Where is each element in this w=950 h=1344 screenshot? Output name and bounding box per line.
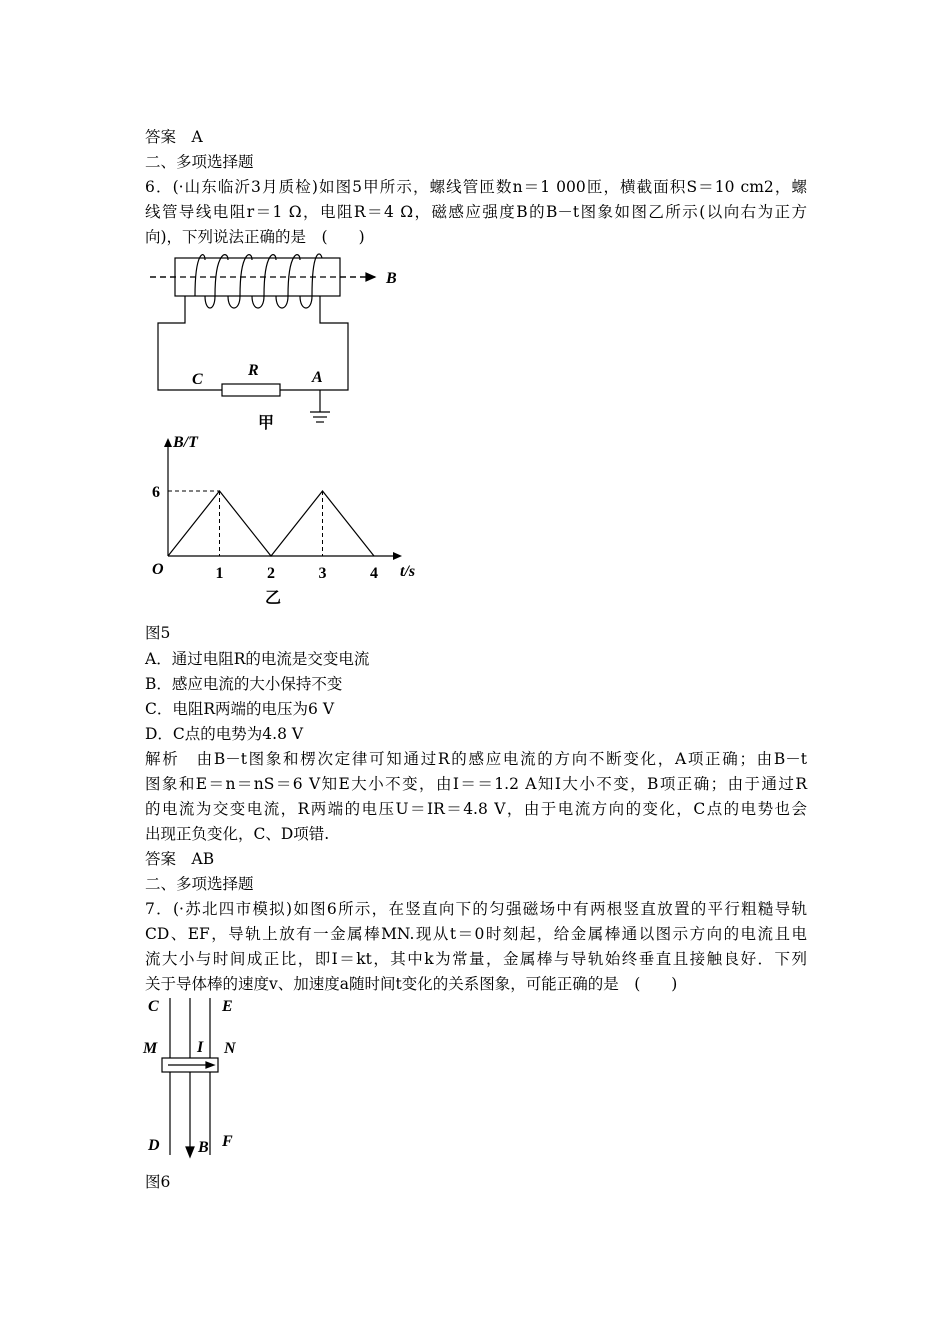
option-a: A．通过电阻R的电流是交变电流 [145, 650, 370, 668]
x-tick-label: 1 [215, 565, 224, 582]
x-axis-label: t/s [400, 563, 416, 580]
label-c: C [192, 371, 203, 388]
label-b: B [198, 1139, 209, 1156]
answer-label: 答案 [145, 128, 177, 146]
x-axis-arrow [393, 552, 402, 560]
section-heading: 二、多项选择题 [145, 153, 254, 171]
bt-series-line [168, 491, 374, 556]
wire-left [158, 296, 222, 390]
label-f: F [222, 1133, 233, 1150]
q7-stem-line: 关于导体棒的速度v、加速度a随时间t变化的关系图象，可能正确的是 ( ) [145, 975, 678, 993]
solenoid-coil [195, 254, 322, 308]
analysis-line: 解析 由B－t图象和楞次定律可知通过R的感应电流的方向不断变化，A项正确；由B－t [145, 750, 807, 768]
option-d: D．C点的电势为4.8 V [145, 725, 304, 743]
x-tick-label: 2 [267, 565, 275, 582]
q6-stem-line: 6．(·山东临沂3月质检)如图5甲所示，螺线管匝数n＝1 000匝，横截面积S＝10 cm2，螺 [145, 178, 807, 196]
answer-value: AB [191, 850, 215, 868]
figure-5-label: 图5 [145, 624, 171, 642]
label-m: M [143, 1040, 158, 1057]
answer-value: A [191, 128, 203, 146]
label-e: E [222, 998, 233, 1015]
label-r: R [248, 362, 259, 379]
q7-stem-line: CD、EF，导轨上放有一金属棒MN.现从t＝0时刻起，给金属棒通以图示方向的电流且电 [145, 925, 807, 943]
option-b: B．感应电流的大小保持不变 [145, 675, 343, 693]
y-axis-arrow [164, 438, 172, 447]
q7-stem-line: 7．(·苏北四市模拟)如图6所示，在竖直向下的匀强磁场中有两根竖直放置的平行粗糙导轨 [145, 900, 807, 918]
q6-stem-line: 线管导线电阻r＝1 Ω，电阻R＝4 Ω，磁感应强度B的B－t图象如图乙所示(以向右为正方 [145, 203, 807, 221]
answer-label: 答案 [145, 850, 177, 868]
label-a: A [312, 369, 323, 386]
y-tick-label: 6 [152, 484, 160, 501]
x-tick-label: 4 [370, 565, 378, 582]
label-n: N [224, 1040, 236, 1057]
resistor-r [222, 384, 280, 396]
metal-rod-mn [162, 1058, 218, 1072]
section-heading: 二、多项选择题 [145, 875, 254, 893]
analysis-line: 出现正负变化，C、D项错. [145, 825, 330, 843]
y-axis-label: B/T [173, 434, 198, 451]
option-c: C．电阻R两端的电压为6 V [145, 700, 335, 718]
origin-label: O [152, 561, 164, 578]
label-b: B [386, 270, 397, 287]
analysis-line: 图象和E＝n＝nS＝6 V知E大小不变，由I＝＝1.2 A知I大小不变，B项正确；由于通过R [145, 775, 807, 793]
solenoid-core [175, 258, 340, 296]
label-i: I [197, 1039, 204, 1056]
analysis-line: 的电流为交变电流，R两端的电压U＝IR＝4.8 V，由于电流方向的变化，C点的电势也会 [145, 800, 807, 818]
label-d: D [148, 1137, 160, 1154]
figure-6-label: 图6 [145, 1173, 171, 1191]
bt-chart [152, 438, 402, 582]
x-tick-label: 3 [318, 565, 327, 582]
q7-stem-line: 流大小与时间成正比，即I＝kt，其中k为常量，金属棒与导轨始终垂直且接触良好．下列 [145, 950, 807, 968]
q6-stem-line: 向)，下列说法正确的是 ( ) [145, 228, 365, 246]
q5-answer [145, 127, 807, 147]
wire-right [280, 296, 348, 390]
caption-yi: 乙 [265, 590, 282, 607]
q6-answer [145, 849, 807, 869]
label-c: C [148, 998, 159, 1015]
caption-jia: 甲 [258, 415, 275, 432]
